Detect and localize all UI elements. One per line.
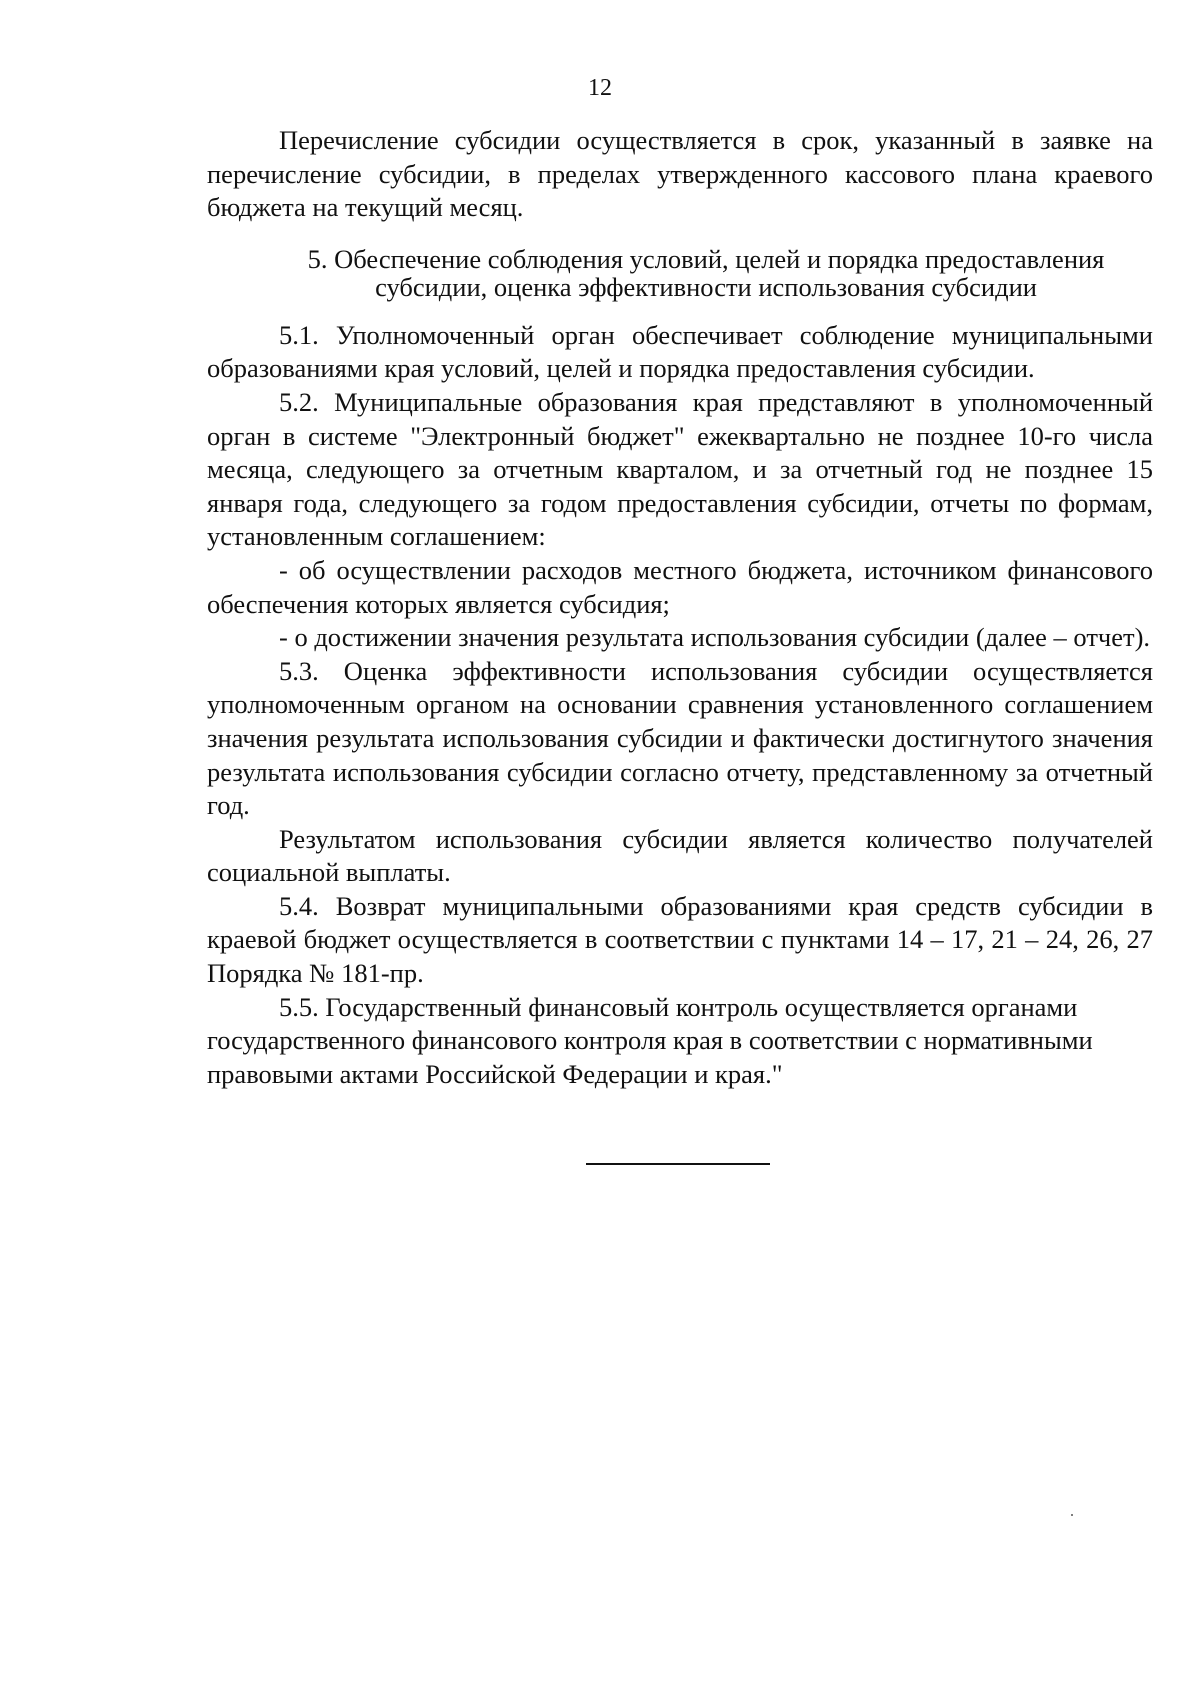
paragraph-5-2-item-result: - о достижении значения результата использования субсидии (далее – отчет). xyxy=(279,622,1151,653)
paragraph-5-2: 5.2. Муниципальные образования края представляют в уполномоченный орган в системе "Электронный бюджет" ежеквартально не позднее 10-го числа месяца, следующего за отчетным кварталом, и за отчетный год не позднее 15 января года, следующего за годом предоставления субсидии, отчеты по формам, установленным соглашением: xyxy=(207,386,1153,552)
scan-speck xyxy=(1071,1514,1073,1516)
paragraph-result-indicator: Результатом использования субсидии является количество получателей социальной выплаты. xyxy=(207,823,1153,888)
paragraph-subsidy-transfer: Перечисление субсидии осуществляется в срок, указанный в заявке на перечисление субсидии, в пределах утвержденного кассового плана краевого бюджета на текущий месяц. xyxy=(207,125,1153,223)
paragraph-5-2-item-expenses: - об осуществлении расходов местного бюджета, источником финансового обеспечения которых является субсидия; xyxy=(207,554,1153,619)
paragraph-5-3: 5.3. Оценка эффективности использования субсидии осуществляется уполномоченным органом на основании сравнения установленного соглашением значения результата использования субсидии и фактически достигнутого значения результата использования субсидии согласно отчету, представленному за отчетный год. xyxy=(207,655,1153,821)
paragraph-5-4: 5.4. Возврат муниципальными образованиями края средств субсидии в краевой бюджет осуществляется в соответствии с пунктами 14 – 17, 21 – 24, 26, 27 Порядка № 181-пр. xyxy=(207,890,1153,989)
section-5-heading-line-1: 5. Обеспечение соблюдения условий, целей и порядка предоставления xyxy=(307,243,1105,274)
section-5-heading xyxy=(207,245,1153,301)
paragraph-5-1: 5.1. Уполномоченный орган обеспечивает соблюдение муниципальными образованиями края условий, целей и порядка предоставления субсидии. xyxy=(207,319,1153,384)
document-body xyxy=(207,124,1153,1091)
page-number: 12 xyxy=(588,75,612,101)
end-of-text-rule xyxy=(586,1163,770,1165)
section-5-heading-line-2: субсидии, оценка эффективности использования субсидии xyxy=(375,271,1037,302)
paragraph-5-5: 5.5. Государственный финансовый контроль осуществляется органами государственного финансового контроля края в соответствии с нормативными правовыми актами Российской Федерации и края." xyxy=(207,991,1093,1089)
